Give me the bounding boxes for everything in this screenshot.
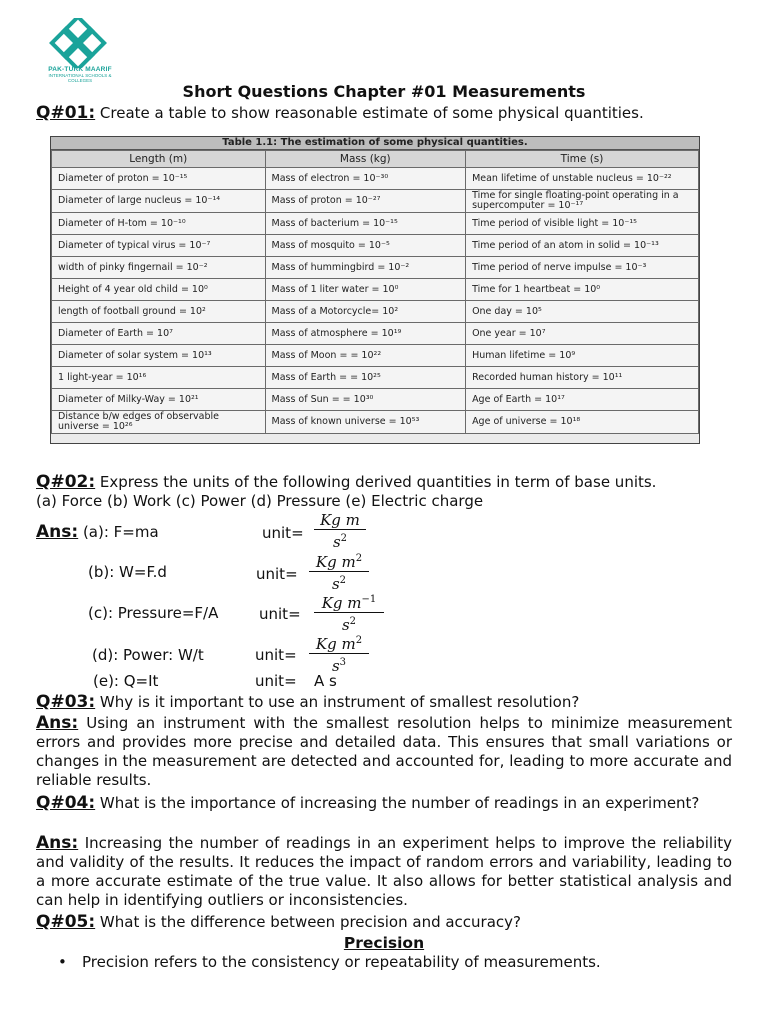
unit-label: unit=	[255, 646, 297, 664]
question-label: Q#01:	[36, 103, 96, 123]
bullet-icon: •	[58, 953, 67, 971]
table-cell: 1 light-year = 10¹⁶	[52, 367, 266, 389]
fraction-exponent: 2	[355, 553, 363, 564]
answer-text: Increasing the number of readings in an experiment helps to improve the reliability and validity of the results. It reduces the impact of random errors and variability, leading to a more accurate estimate of the true value. It also allows for better statistical analysis and can help in identifying outliers or inconsistencies.	[36, 834, 732, 909]
table-row	[52, 323, 699, 345]
question-text: Create a table to show reasonable estimate of some physical quantities.	[95, 104, 644, 122]
fraction-exponent: 3	[339, 657, 347, 668]
column-header: Length (m)	[52, 151, 266, 168]
question-subtext: (a) Force (b) Work (c) Power (d) Pressure (e) Electric charge	[36, 492, 484, 510]
table-row	[52, 345, 699, 367]
answer-label: Ans:	[36, 833, 79, 853]
table-cell: Human lifetime = 10⁹	[466, 345, 699, 367]
table-cell: Mass of atmosphere = 10¹⁹	[265, 323, 466, 345]
unit-value: A s	[314, 672, 337, 690]
fraction-numerator: Kg m	[315, 635, 356, 653]
table-cell: Recorded human history = 10¹¹	[466, 367, 699, 389]
question-label: Q#03:	[36, 692, 96, 712]
table-row	[52, 301, 699, 323]
table-cell: Time for single floating-point operating in a supercomputer = 10⁻¹⁷	[466, 190, 699, 213]
table-cell: Height of 4 year old child = 10⁰	[52, 279, 266, 301]
table-header-row	[52, 151, 699, 168]
table-cell: Diameter of solar system = 10¹³	[52, 345, 266, 367]
knot-logo-icon	[46, 18, 110, 68]
table-row	[52, 213, 699, 235]
table-cell: One year = 10⁷	[466, 323, 699, 345]
table-cell: Mean lifetime of unstable nucleus = 10⁻²²	[466, 168, 699, 190]
answer-a	[36, 522, 159, 542]
table-cell: Mass of mosquito = 10⁻⁵	[265, 235, 466, 257]
table-cell: Mass of Moon = = 10²²	[265, 345, 466, 367]
fraction-exponent: 2	[340, 533, 348, 544]
unit-fraction-c	[314, 591, 384, 634]
page-title: Short Questions Chapter #01 Measurements	[182, 82, 586, 101]
table-cell: Time period of visible light = 10⁻¹⁵	[466, 213, 699, 235]
fraction-exponent: −1	[361, 594, 377, 605]
logo-caption	[40, 66, 120, 83]
table-cell: One day = 10⁵	[466, 301, 699, 323]
logo-subtext: INTERNATIONAL SCHOOLS & COLLEGES	[48, 73, 112, 83]
column-header: Time (s)	[466, 151, 699, 168]
table-cell: width of pinky fingernail = 10⁻²	[52, 257, 266, 279]
fraction-numerator: Kg m	[315, 553, 356, 571]
table-grid	[51, 150, 699, 434]
unit-fraction-d	[309, 632, 369, 675]
unit-label: unit=	[256, 565, 298, 583]
answer-label: Ans:	[36, 522, 79, 542]
table-cell: Mass of Earth = = 10²⁵	[265, 367, 466, 389]
table-cell: Diameter of typical virus = 10⁻⁷	[52, 235, 266, 257]
table-cell: Time period of nerve impulse = 10⁻³	[466, 257, 699, 279]
table-row	[52, 367, 699, 389]
question-1	[36, 104, 732, 123]
question-3	[36, 693, 732, 712]
question-5	[36, 913, 732, 932]
question-2	[36, 473, 732, 511]
table-caption: Table 1.1: The estimation of some physical quantities.	[51, 137, 699, 150]
table-cell: Diameter of Earth = 10⁷	[52, 323, 266, 345]
table-cell: Mass of hummingbird = 10⁻²	[265, 257, 466, 279]
table-cell: Age of universe = 10¹⁸	[466, 411, 699, 434]
question-text: What is the difference between precision and accuracy?	[95, 913, 522, 931]
fraction-exponent: 2	[355, 635, 363, 646]
answer-b: (b): W=F.d	[88, 563, 167, 581]
unit-label: unit=	[262, 524, 304, 542]
precision-bullet	[58, 953, 601, 971]
unit-fraction-a	[314, 511, 366, 551]
table-row	[52, 389, 699, 411]
question-text: Why is it important to use an instrument of smallest resolution?	[95, 693, 580, 711]
answer-expr: (a): F=ma	[78, 523, 159, 541]
table-row	[52, 279, 699, 301]
table-cell: Diameter of large nucleus = 10⁻¹⁴	[52, 190, 266, 213]
answer-c: (c): Pressure=F/A	[88, 604, 219, 622]
fraction-denominator: s	[331, 575, 340, 593]
table-cell: Time period of an atom in solid = 10⁻¹³	[466, 235, 699, 257]
fraction-denominator: s	[332, 533, 341, 551]
unit-fraction-b	[309, 550, 369, 593]
fraction-numerator: Kg m	[320, 511, 360, 529]
table-cell: Mass of proton = 10⁻²⁷	[265, 190, 466, 213]
table-cell: Mass of 1 liter water = 10⁰	[265, 279, 466, 301]
logo-text: PAK-TURK MAARIF	[48, 66, 112, 73]
question-4	[36, 794, 732, 813]
table-cell: Mass of a Motorcycle= 10²	[265, 301, 466, 323]
question-label: Q#02:	[36, 472, 96, 492]
answer-4	[36, 834, 732, 910]
fraction-exponent: 2	[339, 575, 347, 586]
table-row	[52, 190, 699, 213]
fraction-denominator: s	[331, 657, 340, 675]
column-header: Mass (kg)	[265, 151, 466, 168]
answer-text: Using an instrument with the smallest resolution helps to minimize measurement errors and provides more precise and detailed data. This ensures that small variations or changes in the measurement are detected and accounted for, leading to more accurate and reliable results.	[36, 714, 732, 789]
table-row	[52, 257, 699, 279]
fraction-numerator: Kg m	[321, 594, 362, 612]
table-cell: Age of Earth = 10¹⁷	[466, 389, 699, 411]
unit-label: unit=	[255, 672, 297, 690]
question-label: Q#05:	[36, 912, 96, 932]
table-cell: Mass of known universe = 10⁵³	[265, 411, 466, 434]
table-cell: Mass of electron = 10⁻³⁰	[265, 168, 466, 190]
table-row	[52, 411, 699, 434]
fraction-exponent: 2	[349, 616, 357, 627]
answer-d: (d): Power: W/t	[92, 646, 204, 664]
fraction-denominator: s	[341, 616, 350, 634]
answer-3	[36, 714, 732, 790]
table-cell: Mass of Sun = = 10³⁰	[265, 389, 466, 411]
table-row	[52, 168, 699, 190]
table-row	[52, 235, 699, 257]
answer-label: Ans:	[36, 713, 79, 733]
question-text: Express the units of the following derived quantities in term of base units.	[95, 473, 657, 491]
bullet-text: Precision refers to the consistency or repeatability of measurements.	[82, 953, 601, 971]
question-label: Q#04:	[36, 793, 96, 813]
table-cell: Mass of bacterium = 10⁻¹⁵	[265, 213, 466, 235]
unit-label: unit=	[259, 605, 301, 623]
precision-heading: Precision	[343, 934, 425, 952]
table-cell: Time for 1 heartbeat = 10⁰	[466, 279, 699, 301]
table-cell: length of football ground = 10²	[52, 301, 266, 323]
table-cell: Diameter of proton = 10⁻¹⁵	[52, 168, 266, 190]
answer-e: (e): Q=It	[93, 672, 159, 690]
estimation-table	[50, 136, 700, 444]
question-text: What is the importance of increasing the number of readings in an experiment?	[95, 794, 700, 812]
table-cell: Diameter of H-tom = 10⁻¹⁰	[52, 213, 266, 235]
table-cell: Diameter of Milky-Way = 10²¹	[52, 389, 266, 411]
table-cell: Distance b/w edges of observable universe = 10²⁶	[52, 411, 266, 434]
